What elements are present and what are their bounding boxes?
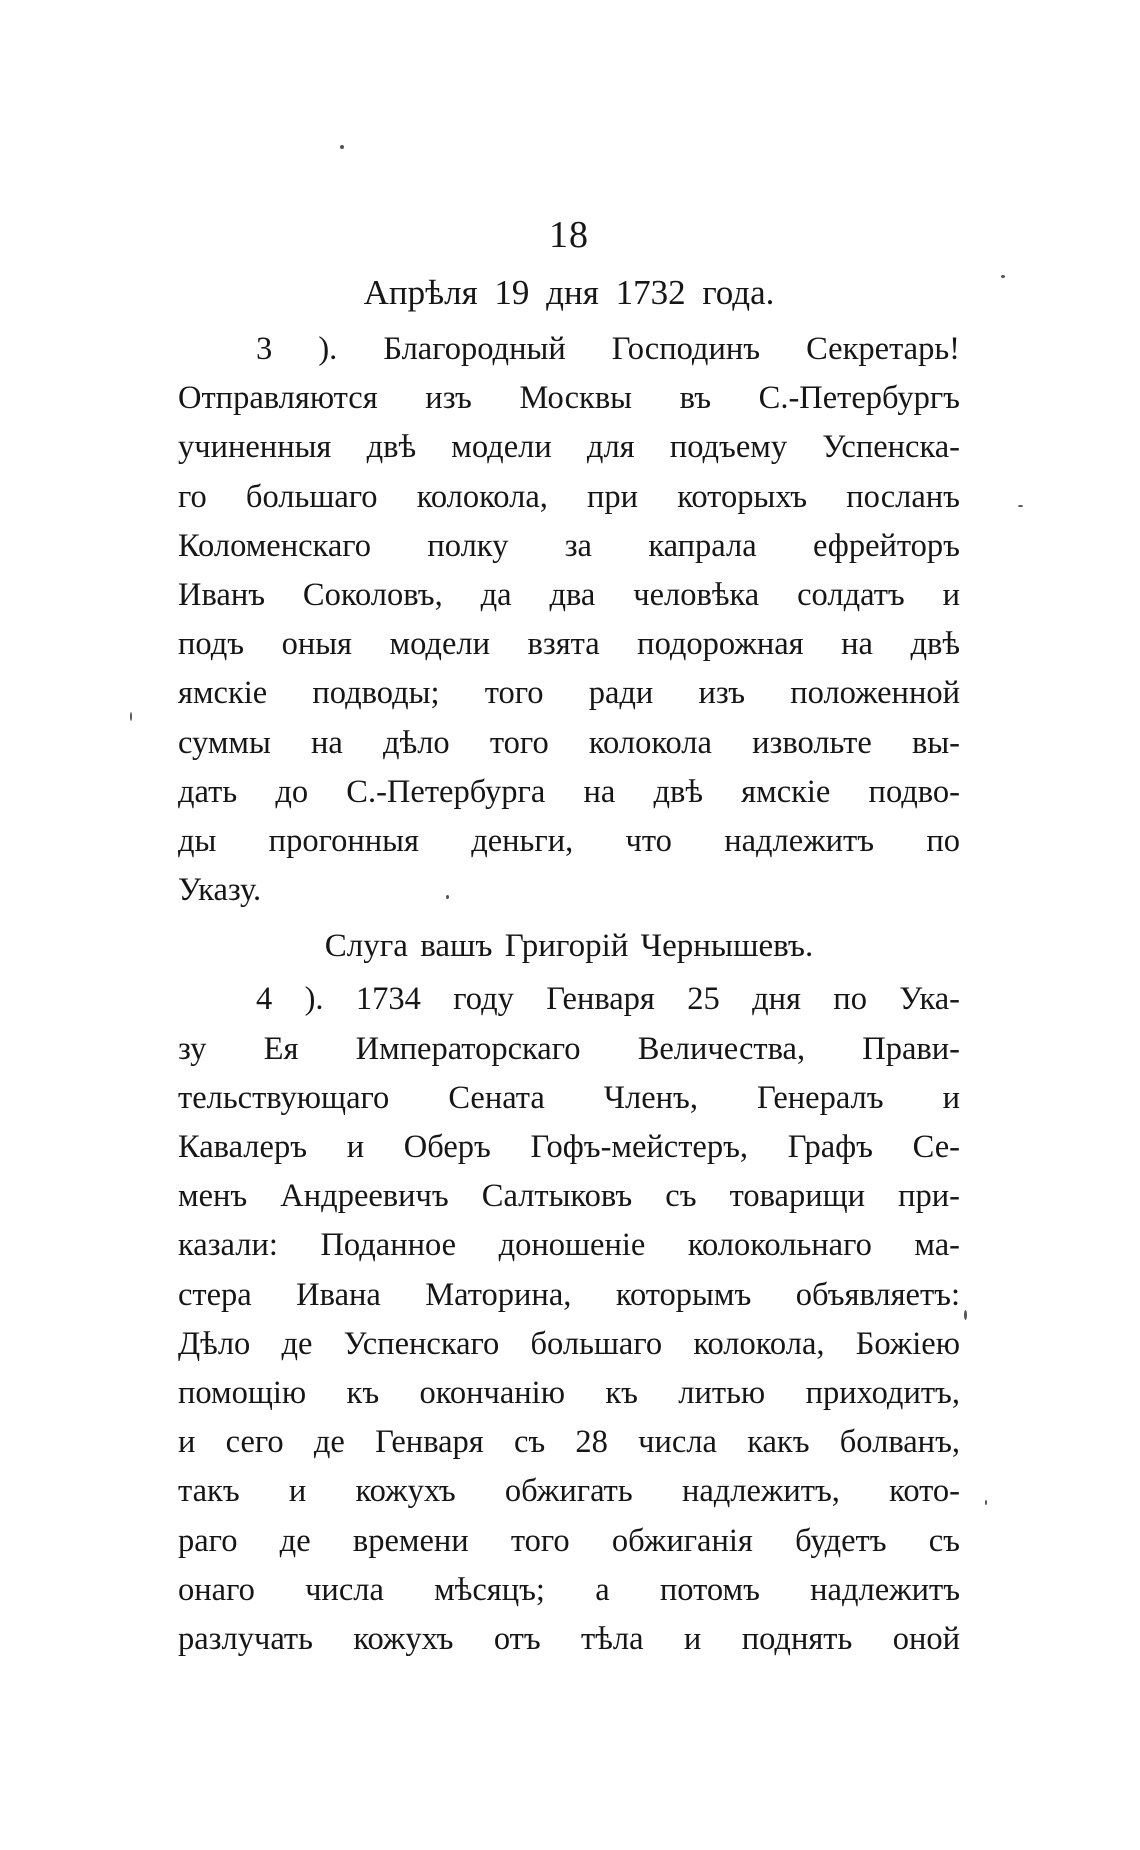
- text-line: суммы на дѣло того колокола извольте вы-: [178, 724, 960, 761]
- text-line: онаго числа мѣсяцъ; а потомъ надлежитъ: [178, 1571, 960, 1608]
- text-line: тельствующаго Сената Членъ, Генералъ и: [178, 1079, 960, 1116]
- text-line: такъ и кожухъ обжигать надлежитъ, кото-: [178, 1473, 960, 1510]
- text-line: дать до С.-Петербурга на двѣ ямскіе подво-: [178, 773, 960, 810]
- letter-3-paragraph: [178, 325, 960, 915]
- text-line: раго де времени того обжиганія будетъ съ: [178, 1522, 960, 1559]
- text-line: Указу.: [178, 872, 262, 909]
- scan-speck: [985, 1500, 987, 1505]
- page-number: 18: [549, 214, 589, 256]
- text-line: менъ Андреевичъ Салтыковъ съ товарищи при-: [178, 1178, 960, 1215]
- signature-line: Слуга вашъ Григорій Чернышевъ.: [324, 928, 814, 965]
- scan-speck: [1001, 275, 1005, 278]
- date-heading: Апрѣля 19 дня 1732 года.: [363, 273, 775, 312]
- scan-speck: [130, 712, 132, 721]
- text-line: 4 ). 1734 году Генваря 25 дня по Ука-: [256, 981, 960, 1018]
- text-line: Отправляются изъ Москвы въ С.-Петербургъ: [178, 380, 960, 417]
- book-page: [178, 205, 960, 1664]
- text-line: стера Ивана Маторина, которымъ объявляетъ:: [178, 1276, 960, 1313]
- text-line: казали: Поданное доношеніе колокольнаго ма-: [178, 1227, 960, 1264]
- text-line: помощію къ окончанію къ литью приходитъ,: [178, 1375, 960, 1412]
- scan-speck: [446, 895, 449, 899]
- text-line: Иванъ Соколовъ, да два человѣка солдатъ и: [178, 577, 960, 614]
- scan-speck: [964, 1310, 967, 1320]
- text-line: 3 ). Благородный Господинъ Секретарь!: [256, 331, 960, 367]
- text-line: Коломенскаго полку за капрала ефрейторъ: [178, 527, 960, 564]
- entry-4-paragraph: [178, 975, 960, 1664]
- text-line: ямскіе подводы; того ради изъ положенной: [178, 675, 960, 712]
- scan-speck: [1018, 505, 1023, 507]
- text-line: Дѣло де Успенскаго большаго колокола, Божіею: [178, 1325, 960, 1362]
- text-line: ды прогонныя деньги, что надлежитъ по: [178, 823, 960, 860]
- text-line: го большаго колокола, при которыхъ посланъ: [178, 478, 960, 515]
- text-line: учиненныя двѣ модели для подъему Успенска-: [178, 429, 960, 466]
- text-line: Кавалеръ и Оберъ Гофъ-мейстеръ, Графъ Се-: [178, 1129, 960, 1166]
- scan-speck: [340, 145, 344, 149]
- text-line: зу Ея Императорскаго Величества, Прави-: [178, 1030, 960, 1067]
- text-line: и сего де Генваря съ 28 числа какъ болванъ,: [178, 1424, 960, 1461]
- text-line: разлучать кожухъ отъ тѣла и поднять оной: [178, 1621, 960, 1658]
- text-line: подъ оныя модели взята подорожная на двѣ: [178, 626, 960, 663]
